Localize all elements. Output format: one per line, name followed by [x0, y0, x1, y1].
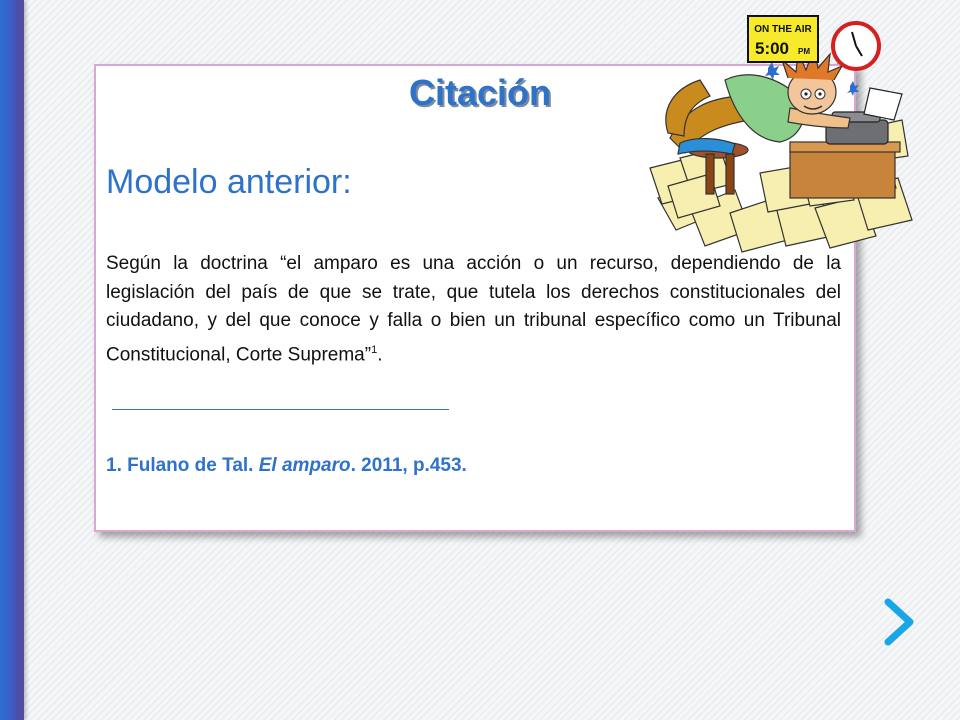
footnote-ref-marker: 1 [371, 343, 378, 356]
sign-suffix: PM [798, 47, 810, 56]
stressed-writer-illustration [640, 8, 920, 258]
sign-time: 5:00 [754, 39, 790, 58]
slide-title: Citación [408, 72, 551, 113]
chevron-right-icon[interactable] [880, 592, 920, 652]
footnote-separator [112, 409, 449, 410]
footnote-number: 1. [106, 455, 128, 476]
quote-paragraph [106, 250, 841, 369]
footnote-author: Fulano de Tal. [127, 455, 259, 476]
footnote-details: . 2011, p.453. [350, 455, 467, 476]
desk [790, 142, 900, 198]
quote-text: Según la doctrina “el amparo es una acción o un recurso, dependiendo de la legislación del país de que se trate, que tutela los derechos constitucionales del ciudadano, y del que conoce y falla o bien un tribunal específico como un Tribunal Constitucional, Corte Suprema” [106, 253, 841, 365]
footnote-work-title: El amparo [258, 455, 351, 476]
wall-clock-icon [833, 23, 879, 69]
sign-line1: ON THE AIR [754, 24, 812, 35]
footnote [106, 455, 467, 477]
quote-end: . [377, 343, 383, 365]
on-the-air-sign [748, 16, 818, 62]
section-heading: Modelo anterior: [106, 163, 352, 201]
